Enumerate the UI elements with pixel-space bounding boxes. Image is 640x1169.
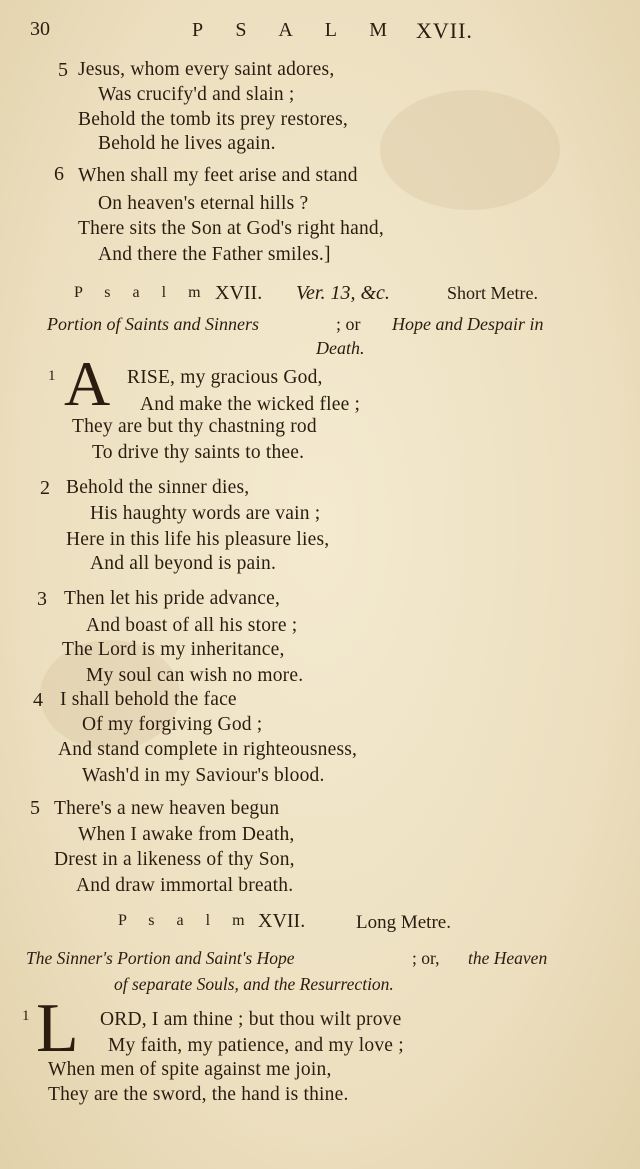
running-head-numeral: XVII. xyxy=(416,18,473,43)
psalm-subtitle: the Heaven xyxy=(468,948,548,968)
verse-line: Wash'd in my Saviour's blood. xyxy=(82,765,325,786)
verse-line: And draw immortal breath. xyxy=(76,875,294,896)
psalm-heading-word: P s a l m xyxy=(74,284,210,301)
psalm-subtitle: Portion of Saints and Sinners xyxy=(47,314,260,334)
verse-line: And all beyond is pain. xyxy=(90,553,277,574)
verse-line: The Lord is my inheritance, xyxy=(62,639,285,660)
running-head-title: P S A L M xyxy=(192,19,401,41)
verse-line: And boast of all his store ; xyxy=(86,615,298,636)
verse-line: And make the wicked flee ; xyxy=(140,394,361,415)
verse-line: Behold the sinner dies, xyxy=(66,477,250,498)
verse-line: They are but thy chastning rod xyxy=(72,416,317,437)
verse-line: When shall my feet arise and stand xyxy=(78,165,358,186)
psalm-heading-metre: Long Metre. xyxy=(356,912,451,933)
verse-line: And there the Father smiles.] xyxy=(98,244,331,265)
verse-number: 2 xyxy=(40,477,50,499)
verse-line: RISE, my gracious God, xyxy=(127,367,323,388)
psalm-subtitle-separator: ; or xyxy=(336,314,361,334)
verse-line: When I awake from Death, xyxy=(78,824,295,845)
verse-number: 3 xyxy=(37,588,47,610)
paper-stain xyxy=(380,90,560,210)
psalm-heading-numeral: XVII. xyxy=(215,282,263,304)
verse-line: On heaven's eternal hills ? xyxy=(98,193,309,214)
verse-number: 5 xyxy=(58,59,68,81)
page-number: 30 xyxy=(30,18,50,40)
verse-number: 6 xyxy=(54,163,64,185)
psalm-heading-metre: Short Metre. xyxy=(447,283,538,303)
psalm-heading-reference: Ver. 13, &c. xyxy=(296,282,390,304)
verse-line: There sits the Son at God's right hand, xyxy=(78,218,384,239)
verse-line: Was crucify'd and slain ; xyxy=(98,84,295,105)
verse-line: There's a new heaven begun xyxy=(54,798,280,819)
psalm-subtitle-separator: ; or, xyxy=(412,948,440,968)
verse-line: To drive thy saints to thee. xyxy=(92,442,305,463)
psalm-subtitle: Hope and Despair in xyxy=(392,314,544,334)
verse-line: Behold he lives again. xyxy=(98,133,276,154)
verse-line: When men of spite against me join, xyxy=(48,1059,332,1080)
verse-number: 1 xyxy=(22,1008,30,1024)
psalm-subtitle: The Sinner's Portion and Saint's Hope xyxy=(26,948,295,968)
verse-line: Of my forgiving God ; xyxy=(82,714,263,735)
drop-cap: L xyxy=(36,990,79,1067)
verse-number: 5 xyxy=(30,797,40,819)
psalm-subtitle: of separate Souls, and the Resurrection. xyxy=(114,974,394,994)
verse-line: Here in this life his pleasure lies, xyxy=(66,529,330,550)
verse-line: Behold the tomb its prey restores, xyxy=(78,109,349,130)
verse-line: Then let his pride advance, xyxy=(64,588,281,609)
verse-line: His haughty words are vain ; xyxy=(90,503,321,524)
psalm-heading-word: P s a l m xyxy=(118,912,254,929)
verse-line: And stand complete in righteousness, xyxy=(58,739,358,760)
verse-line: Drest in a likeness of thy Son, xyxy=(54,849,295,870)
verse-line: They are the sword, the hand is thine. xyxy=(48,1084,349,1105)
verse-line: ORD, I am thine ; but thou wilt prove xyxy=(100,1009,402,1030)
psalm-subtitle: Death. xyxy=(316,338,365,358)
drop-cap: A xyxy=(64,348,111,419)
verse-line: My soul can wish no more. xyxy=(86,665,304,686)
verse-line: I shall behold the face xyxy=(60,689,237,710)
verse-number: 4 xyxy=(33,689,43,711)
verse-number: 1 xyxy=(48,368,56,384)
verse-line: My faith, my patience, and my love ; xyxy=(108,1035,404,1056)
psalm-heading-numeral: XVII. xyxy=(258,910,306,932)
verse-line: Jesus, whom every saint adores, xyxy=(78,59,335,80)
